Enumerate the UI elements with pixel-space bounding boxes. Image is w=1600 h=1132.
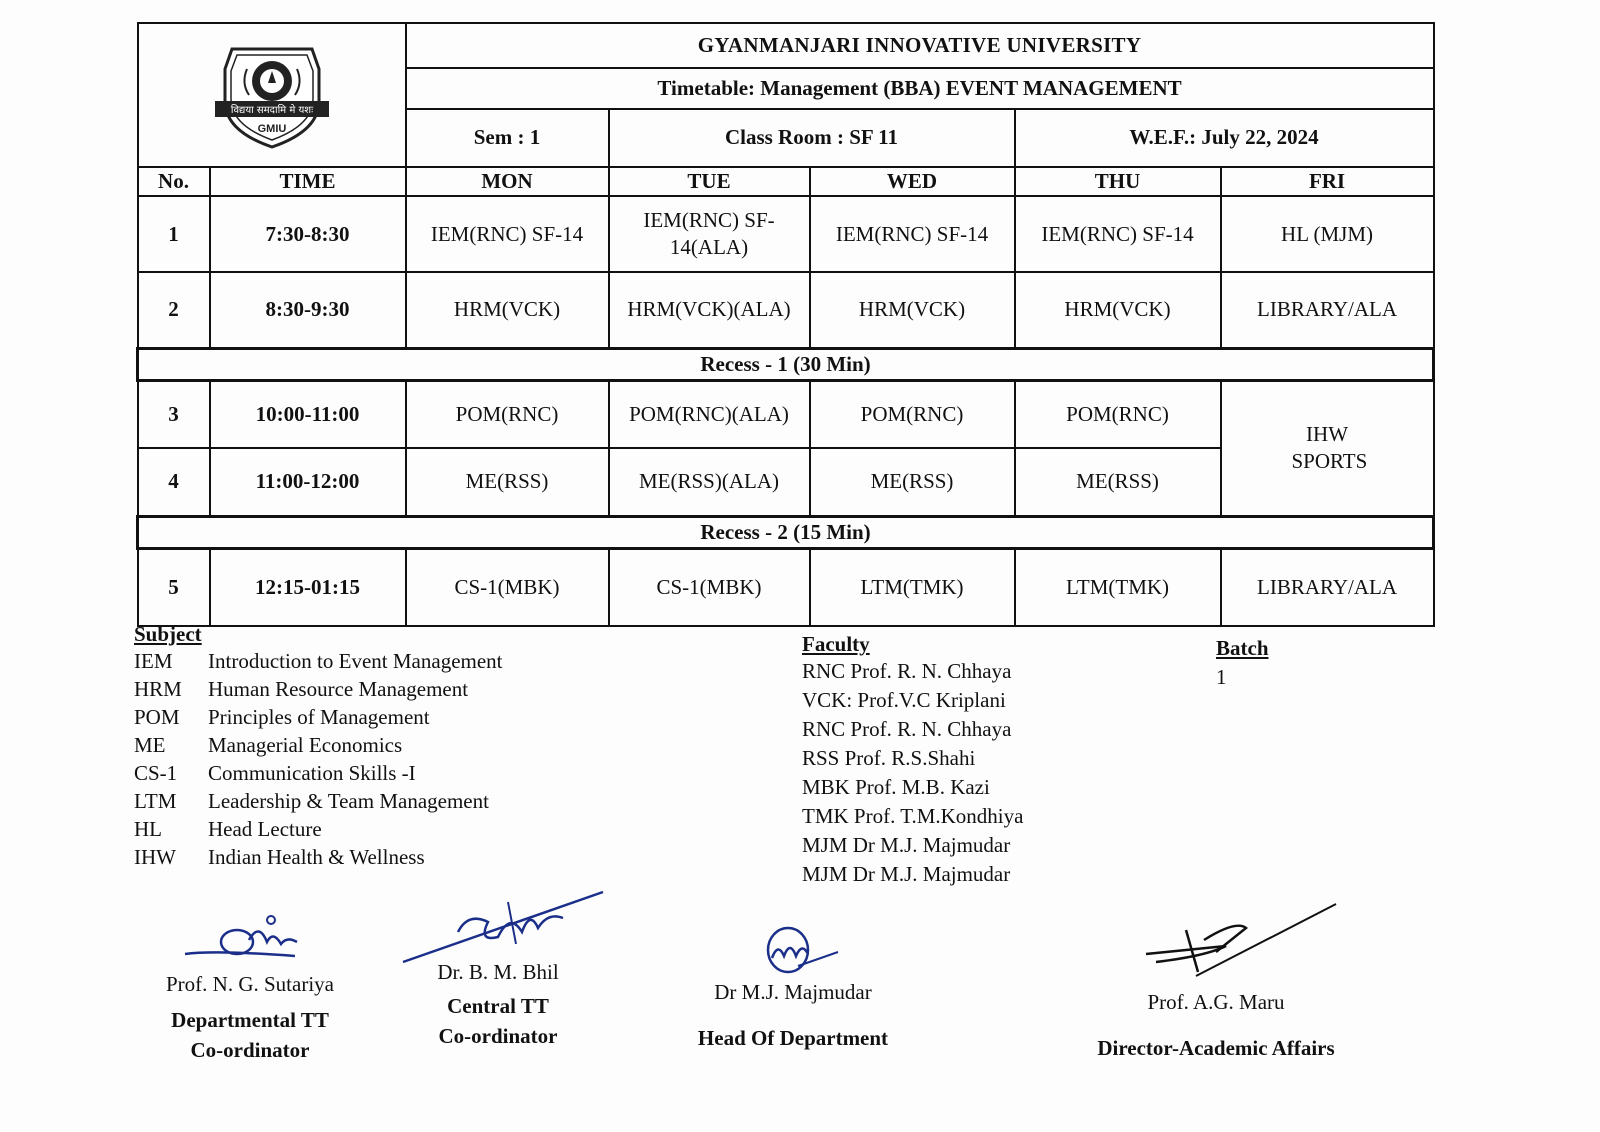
signatory-role: Director-Academic Affairs (1097, 1036, 1335, 1060)
classroom-label: Class Room : SF 11 (609, 109, 1015, 167)
signature-block (682, 922, 904, 1053)
slot-wed: HRM(VCK) (810, 272, 1015, 348)
timetable-table (136, 22, 1435, 627)
slot-fri: LIBRARY/ALA (1221, 272, 1434, 348)
slot-wed: LTM(TMK) (810, 548, 1015, 626)
list-item: RNC Prof. R. N. Chhaya (802, 717, 1012, 741)
list-item: RNC Prof. R. N. Chhaya (802, 659, 1012, 683)
recess-row (138, 348, 1434, 380)
slot-mon: ME(RSS) (406, 448, 609, 516)
slot-mon: CS-1(MBK) (406, 548, 609, 626)
slot-fri: HL (MJM) (1221, 196, 1434, 272)
signature-block (150, 912, 350, 1066)
slot-wed: ME(RSS) (810, 448, 1015, 516)
col-header-mon: MON (406, 167, 609, 196)
list-item (134, 731, 503, 759)
list-item: VCK: Prof.V.C Kriplani (802, 688, 1006, 712)
faculty-legend (802, 632, 1023, 889)
subject-name: Managerial Economics (208, 732, 403, 757)
signatory-role: Central TT (447, 994, 549, 1018)
slot-tue: POM(RNC)(ALA) (609, 380, 810, 448)
col-header-no: No. (138, 167, 210, 196)
signature-icon (1086, 900, 1346, 986)
slot-tue: ME(RSS)(ALA) (609, 448, 810, 516)
recess-1-label: Recess - 1 (30 Min) (138, 348, 1434, 380)
signatory-name: Prof. N. G. Sutariya (166, 972, 334, 996)
table-row (138, 272, 1434, 348)
slot-thu: POM(RNC) (1015, 380, 1221, 448)
list-item: MJM Dr M.J. Majmudar (802, 862, 1011, 886)
subject-legend (134, 622, 503, 871)
recess-row (138, 516, 1434, 548)
list-item (134, 787, 503, 815)
logo-motto: विद्यया समदामि मे यशः (230, 105, 313, 116)
subject-code: IHW (134, 844, 176, 869)
university-logo-icon (207, 39, 337, 151)
slot-wed: POM(RNC) (810, 380, 1015, 448)
university-name: GYANMANJARI INNOVATIVE UNIVERSITY (406, 23, 1434, 68)
signature-icon (738, 922, 848, 976)
period-no: 3 (138, 380, 210, 448)
logo-abbr: GMIU (257, 123, 286, 135)
slot-mon: POM(RNC) (406, 380, 609, 448)
slot-tue: HRM(VCK)(ALA) (609, 272, 810, 348)
slot-fri: IHW SPORTS (1221, 380, 1434, 516)
list-item: MBK Prof. M.B. Kazi (802, 775, 990, 799)
subject-code: CS-1 (134, 760, 178, 785)
period-time: 11:00-12:00 (210, 448, 406, 516)
subject-name: Human Resource Management (208, 676, 469, 701)
logo-cell (138, 23, 406, 167)
slot-tue: IEM(RNC) SF-14(ALA) (609, 196, 810, 272)
subject-code: IEM (134, 648, 173, 673)
table-row (138, 196, 1434, 272)
signatory-role: Head Of Department (697, 1026, 889, 1050)
subject-code: POM (134, 704, 180, 729)
subject-code: ME (134, 732, 166, 757)
list-item (134, 675, 503, 703)
slot-fri: LIBRARY/ALA (1221, 548, 1434, 626)
subject-code: LTM (134, 788, 177, 813)
batch-title: Batch (1216, 636, 1269, 660)
period-time: 7:30-8:30 (210, 196, 406, 272)
list-item: MJM Dr M.J. Majmudar (802, 833, 1011, 857)
slot-mon: HRM(VCK) (406, 272, 609, 348)
period-no: 4 (138, 448, 210, 516)
list-item (134, 843, 503, 871)
signatory-role: Co-ordinator (190, 1038, 310, 1063)
period-no: 5 (138, 548, 210, 626)
col-header-time: TIME (210, 167, 406, 196)
signature-block (398, 882, 598, 1052)
sem-label: Sem : 1 (406, 109, 609, 167)
faculty-legend-title: Faculty (802, 632, 870, 656)
batch-value: 1 (1216, 665, 1227, 689)
col-header-wed: WED (810, 167, 1015, 196)
slot-thu: LTM(TMK) (1015, 548, 1221, 626)
wef-label: W.E.F.: July 22, 2024 (1015, 109, 1434, 167)
list-item: RSS Prof. R.S.Shahi (802, 746, 976, 770)
slot-thu: ME(RSS) (1015, 448, 1221, 516)
period-time: 8:30-9:30 (210, 272, 406, 348)
signatory-name: Dr. B. M. Bhil (437, 960, 559, 984)
signatory-name: Dr M.J. Majmudar (714, 980, 872, 1004)
signature-icon (398, 882, 608, 968)
slot-thu: IEM(RNC) SF-14 (1015, 196, 1221, 272)
subject-name: Leadership & Team Management (208, 788, 489, 813)
period-no: 2 (138, 272, 210, 348)
subject-legend-title: Subject (134, 622, 202, 646)
signatory-role: Departmental TT (171, 1008, 329, 1032)
table-row (138, 548, 1434, 626)
subject-name: Communication Skills -I (208, 760, 416, 785)
period-time: 12:15-01:15 (210, 548, 406, 626)
signatory-name: Prof. A.G. Maru (1147, 990, 1285, 1014)
slot-tue: CS-1(MBK) (609, 548, 810, 626)
subject-code: HRM (134, 676, 182, 701)
list-item (134, 647, 503, 675)
batch-legend (1216, 636, 1269, 690)
table-row (138, 380, 1434, 448)
subject-code: HL (134, 816, 162, 841)
signatory-role: Co-ordinator (438, 1024, 558, 1049)
list-item (134, 815, 503, 843)
signature-block (1066, 900, 1366, 1063)
recess-2-label: Recess - 2 (15 Min) (138, 516, 1434, 548)
slot-thu: HRM(VCK) (1015, 272, 1221, 348)
period-time: 10:00-11:00 (210, 380, 406, 448)
subject-name: Principles of Management (208, 704, 430, 729)
signature-icon (175, 912, 325, 968)
timetable-title: Timetable: Management (BBA) EVENT MANAGEMENT (406, 68, 1434, 109)
list-item (134, 759, 503, 787)
subject-name: Indian Health & Wellness (208, 844, 425, 869)
col-header-tue: TUE (609, 167, 810, 196)
list-item: TMK Prof. T.M.Kondhiya (802, 804, 1024, 828)
slot-mon: IEM(RNC) SF-14 (406, 196, 609, 272)
list-item (134, 703, 503, 731)
slot-wed: IEM(RNC) SF-14 (810, 196, 1015, 272)
period-no: 1 (138, 196, 210, 272)
col-header-fri: FRI (1221, 167, 1434, 196)
col-header-thu: THU (1015, 167, 1221, 196)
subject-name: Introduction to Event Management (208, 648, 503, 673)
subject-name: Head Lecture (208, 816, 322, 841)
